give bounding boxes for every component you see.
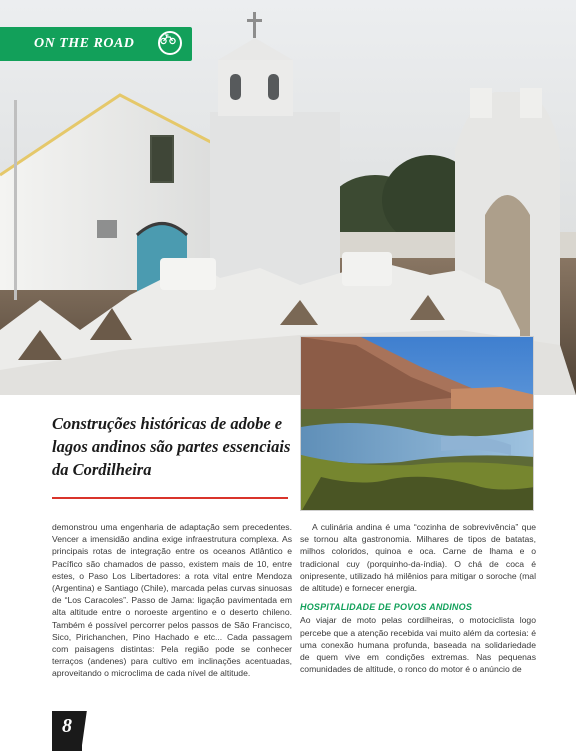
landscape-photo bbox=[301, 337, 534, 511]
body-paragraph: Ao viajar de moto pelas cordilheiras, o motociclista logo percebe que a atenção recebida vai muito além da cortesia: é uma conexão humana profunda, baseada na solidariedade de quem vive em condições extremas. Nas pequenas comunidades de altitude, o ronco do motor é o anúncio de bbox=[300, 615, 536, 675]
text-column-right bbox=[300, 521, 536, 675]
motorcycle-icon bbox=[158, 31, 182, 55]
section-tag bbox=[0, 27, 192, 61]
body-paragraph: demonstrou uma engenharia de adaptação sem precedentes. Vencer a imensidão andina exige infraestrutura complexa. As principais rotas de integração entre os oceanos Atlântico e Pacífico são chamados de passo, existem mais de 10, entre estes, o Paso Los Libertadores: a rota vital entre Mendoza (Argentina) e Santiago (Chile), marcada pelas curvas sinuosas de “Los Caracoles”. Passo de Jama: ligação pavimentada em alta altitude entre o noroeste argentino e o deserto chileno. Também é possível percorrer pelos passos de São Francisco, Sico, Pirichanchen, Pino Hachado e etc... Cada passagem com paisagens distintas: Pela região pode se conhecer terraços (andenes) para cultivo em inclinações acentuadas, aproveitando o microclima de cada nível de altitude. bbox=[52, 522, 292, 679]
section-tag-label: ON THE ROAD bbox=[34, 36, 135, 51]
headline-rule bbox=[52, 497, 288, 499]
text-column-left bbox=[52, 521, 292, 680]
body-paragraph: A culinária andina é uma “cozinha de sobrevivência” que se tornou alta gastronomia. Milhares de tipos de batatas, milhos coloridos, quinoa e oca. Carne de lhama e o tradicional cuy (porquinho-da-índia). O chá de coca é onipresente, utilizado há milênios para mitigar o soroche (mal de altitude) e fornecer energia. bbox=[300, 522, 536, 594]
subheading: HOSPITALIDADE DE POVOS ANDINOS bbox=[300, 602, 473, 613]
headline: Construções históricas de adobe e lagos andinos são partes essenciais da Cordilheira bbox=[52, 414, 291, 479]
page-number: 8 bbox=[52, 711, 82, 751]
andean-wetland-photo bbox=[300, 336, 534, 511]
